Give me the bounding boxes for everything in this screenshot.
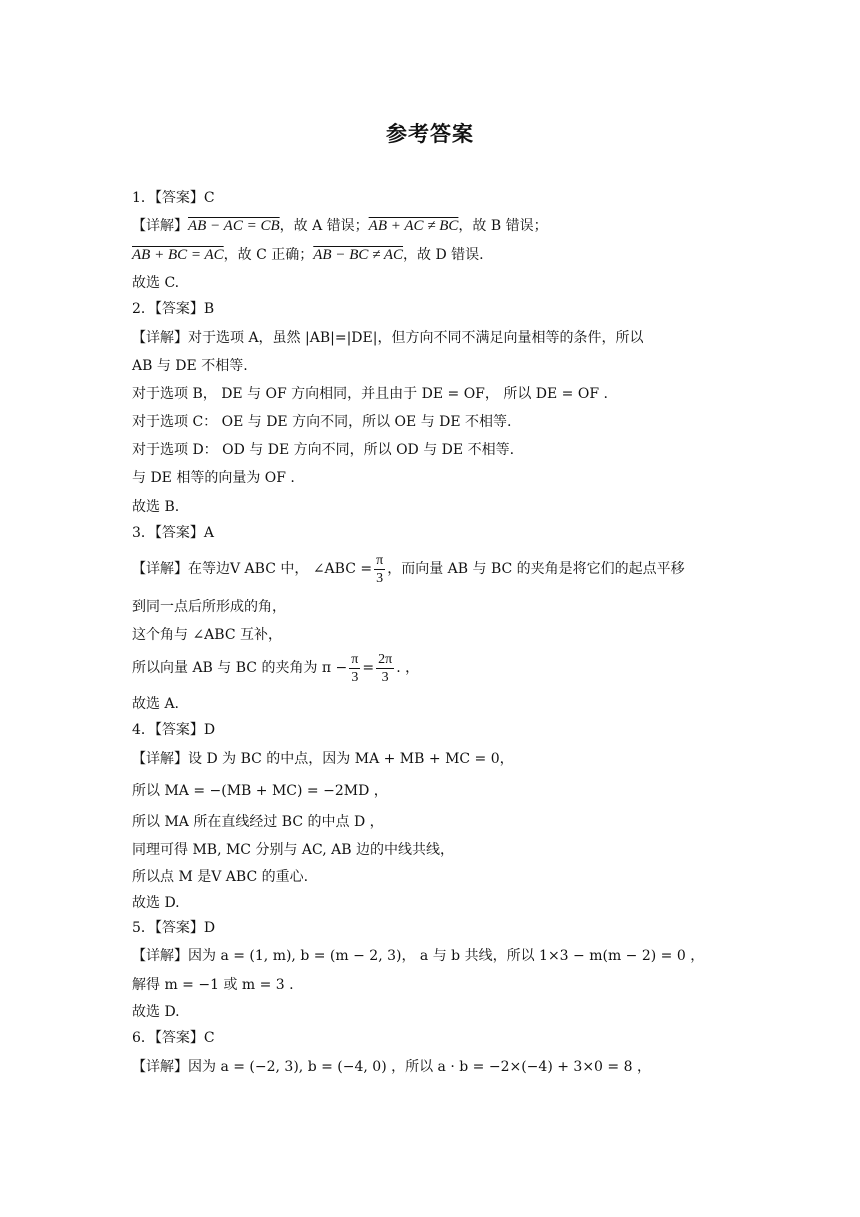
q2-detail-line-5: 对于选项 D： OD 与 DE 方向不同，所以 OD 与 DE 不相等. (132, 442, 515, 458)
q3-answer: 3．【答案】A (132, 525, 215, 541)
q4-detail-line-4: 同理可得 MB, MC 分别与 AC, AB 边的中线共线， (132, 842, 454, 858)
pi-over-3-fraction: $\frac{\pi}{3}$ (376, 552, 384, 586)
q3-conclusion: 故选 A. (132, 696, 180, 712)
q4-conclusion: 故选 D. (132, 895, 180, 911)
pi-over-3-fraction: $\frac{\pi}{3}$ (351, 651, 359, 685)
q6-detail-line-1: 【详解】因为 a = (−2, 3), b = (−4, 0) ，所以 a · b = −2×(−4) + 3×0 = 8 ， (132, 1059, 651, 1075)
q1-conclusion: 故选 C. (132, 275, 180, 291)
q2-answer: 2．【答案】B (132, 301, 215, 317)
q4-detail-line-2: 所以 MA = −(MB + MC) = −2MD ， (132, 783, 388, 799)
q3-detail-line-1: 【详解】在等边V ABC 中， ∠ABC = $\frac{\pi}{3}$ ，而向量 AB 与 BC 的夹角是将它们的起点平移 (132, 552, 685, 586)
q3-detail-line-4: 所以向量 AB 与 BC 的夹角为 π − $\frac{\pi}{3}$ = $\frac{2\pi}{3}$ . ， (132, 651, 420, 685)
q2-conclusion: 故选 B. (132, 499, 180, 515)
q6-answer: 6．【答案】C (132, 1030, 215, 1046)
q3-detail-line-3: 这个角与 ∠ABC 互补， (132, 627, 283, 643)
q5-detail-line-1: 【详解】因为 a = (1, m), b = (m − 2, 3)， a 与 b 共线，所以 1×3 − m(m − 2) = 0 ， (132, 948, 705, 964)
q2-detail-line-1: 【详解】对于选项 A，虽然 |AB|=|DE|，但方向不同不满足向量相等的条件，所以 (132, 330, 644, 346)
q4-detail-line-3: 所以 MA 所在直线经过 BC 的中点 D ， (132, 814, 384, 830)
q1-detail-line-2: AB + BC = AC，故 C 正确；AB − BC ≠ AC，故 D 错误. (132, 247, 484, 263)
q2-detail-line-2: AB 与 DE 不相等. (132, 358, 248, 374)
page-title: 参考答案 (386, 122, 474, 146)
q1-answer: 1．【答案】C (132, 190, 215, 206)
q3-detail-line-2: 到同一点后所形成的角， (132, 599, 286, 615)
two-pi-over-3-fraction: $\frac{2\pi}{3}$ (378, 651, 393, 685)
q2-detail-line-4: 对于选项 C： OE 与 DE 方向不同，所以 OE 与 DE 不相等. (132, 414, 512, 430)
q4-detail-line-5: 所以点 M 是V ABC 的重心. (132, 869, 309, 885)
q5-detail-line-2: 解得 m = −1 或 m = 3 . (132, 977, 294, 993)
q1-detail-line-1: 【详解】AB − AC = CB，故 A 错误；AB + AC ≠ BC，故 B 错误； (132, 218, 548, 234)
q4-detail-line-1: 【详解】设 D 为 BC 的中点，因为 MA + MB + MC = 0， (132, 751, 514, 767)
q2-detail-line-6: 与 DE 相等的向量为 OF . (132, 470, 295, 486)
q5-conclusion: 故选 D. (132, 1004, 180, 1020)
q5-answer: 5．【答案】D (132, 920, 216, 936)
q2-detail-line-3: 对于选项 B， DE 与 OF 方向相同，并且由于 DE = OF， 所以 DE = OF . (132, 386, 608, 402)
q4-answer: 4．【答案】D (132, 722, 216, 738)
